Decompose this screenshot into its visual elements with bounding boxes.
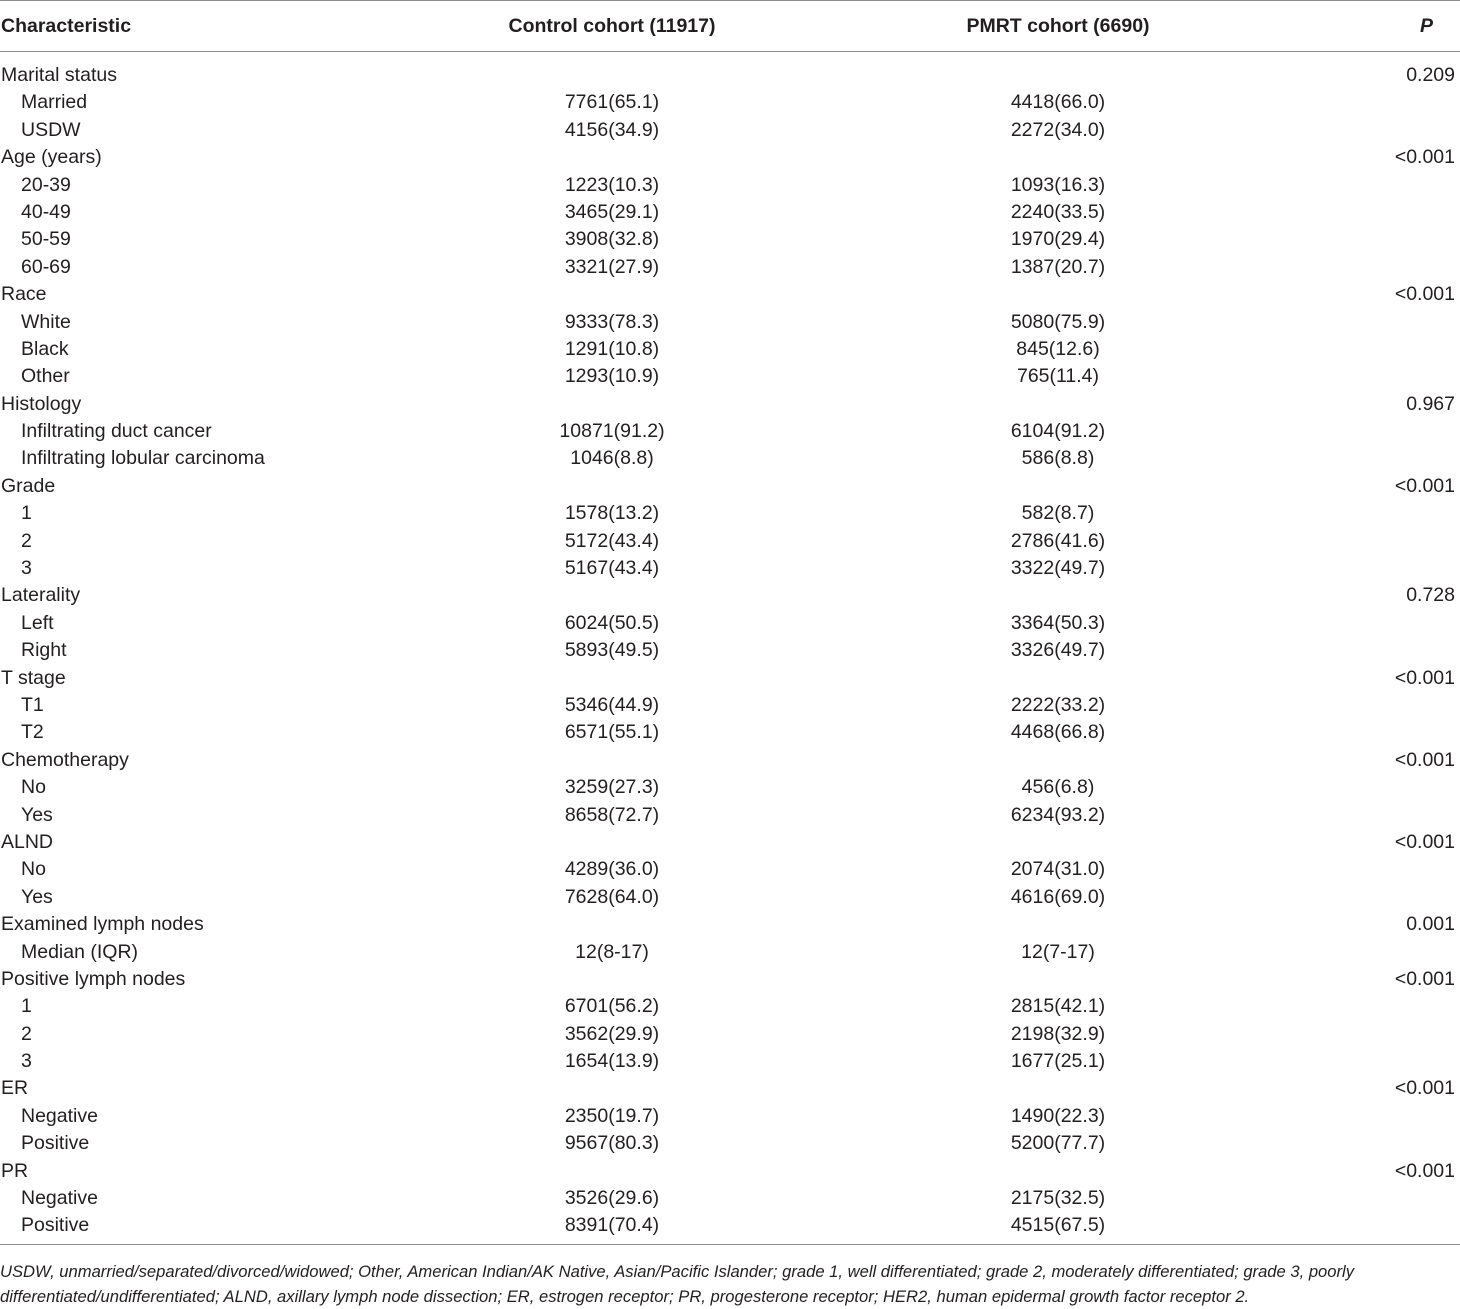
- cell-control-cohort: 8658(72.7): [564, 803, 660, 826]
- cell-pmrt-cohort: 1677(25.1): [1010, 1050, 1106, 1073]
- cell-control-cohort: 10871(91.2): [559, 420, 665, 443]
- cell-pmrt-cohort: 4616(69.0): [1010, 885, 1106, 908]
- table-row: [0, 1212, 1460, 1239]
- table-row: [0, 363, 1460, 390]
- cell-characteristic: Histology: [1, 392, 82, 415]
- cell-pmrt-cohort: 845(12.6): [1016, 337, 1100, 360]
- table-group-row: [0, 966, 1460, 993]
- cell-pmrt-cohort: 1490(22.3): [1010, 1104, 1106, 1127]
- table-group-row: [0, 281, 1460, 308]
- header-control-cohort: Control cohort (11917): [508, 15, 716, 37]
- table-row: [0, 309, 1460, 336]
- cell-pmrt-cohort: 765(11.4): [1016, 365, 1100, 388]
- cell-control-cohort: 5893(49.5): [564, 639, 660, 662]
- table-row: [0, 802, 1460, 829]
- table-row: [0, 500, 1460, 527]
- cell-characteristic: T2: [21, 721, 44, 744]
- cell-characteristic: Median (IQR): [21, 940, 139, 963]
- cell-characteristic: USDW: [21, 118, 81, 141]
- cell-p-value: 0.001: [1406, 913, 1455, 936]
- table-row: [0, 418, 1460, 445]
- cell-p-value: <0.001: [1394, 146, 1455, 169]
- cell-characteristic: 2: [21, 529, 32, 552]
- cell-pmrt-cohort: 2240(33.5): [1010, 200, 1106, 223]
- cell-characteristic: Grade: [1, 474, 56, 497]
- cell-characteristic: Positive lymph nodes: [1, 967, 186, 990]
- cell-characteristic: Examined lymph nodes: [1, 913, 204, 936]
- table-row: [0, 254, 1460, 281]
- cell-pmrt-cohort: 2272(34.0): [1010, 118, 1106, 141]
- cell-characteristic: 1: [21, 502, 32, 525]
- table-row: [0, 1103, 1460, 1130]
- cell-control-cohort: 1046(8.8): [570, 447, 654, 470]
- cell-p-value: 0.728: [1406, 584, 1455, 607]
- cell-control-cohort: 12(8-17): [575, 940, 649, 963]
- cell-characteristic: No: [21, 776, 46, 799]
- table-row: [0, 89, 1460, 116]
- cell-pmrt-cohort: 582(8.7): [1021, 502, 1095, 525]
- header-p-value: P: [1419, 15, 1433, 37]
- table-row: [0, 528, 1460, 555]
- cell-control-cohort: 3465(29.1): [564, 200, 660, 223]
- cell-control-cohort: 5346(44.9): [564, 693, 660, 716]
- cell-characteristic: 1: [21, 995, 32, 1018]
- cell-pmrt-cohort: 1970(29.4): [1010, 228, 1106, 251]
- table-group-row: [0, 144, 1460, 171]
- cell-characteristic: Yes: [21, 885, 53, 908]
- cell-characteristic: Laterality: [1, 584, 81, 607]
- header-characteristic: Characteristic: [1, 15, 132, 37]
- cell-characteristic: Yes: [21, 803, 53, 826]
- table-row: [0, 336, 1460, 363]
- table-row: [0, 1185, 1460, 1212]
- cell-control-cohort: 5167(43.4): [564, 557, 660, 580]
- table-row: [0, 993, 1460, 1020]
- cell-characteristic: 60-69: [21, 255, 71, 278]
- cell-control-cohort: 6701(56.2): [564, 995, 660, 1018]
- cell-control-cohort: 9567(80.3): [564, 1132, 660, 1155]
- table-group-row: [0, 391, 1460, 418]
- cell-pmrt-cohort: 1093(16.3): [1010, 173, 1106, 196]
- cell-characteristic: 3: [21, 557, 32, 580]
- table-row: [0, 1130, 1460, 1157]
- cell-characteristic: Other: [21, 365, 70, 388]
- table-footnote: USDW, unmarried/separated/divorced/widowed; Other, American Indian/AK Native, Asian/Pacific Islander; grade 1, well differentiated; grade 2, moderately differentiated; grade 3, poorly differentiated/undifferentiated; ALND, axillary lymph node dissection; ER, estrogen receptor; PR, progesterone receptor; HER2, human epidermal growth factor receptor 2.: [0, 1262, 1355, 1306]
- cell-control-cohort: 1293(10.9): [564, 365, 660, 388]
- cell-control-cohort: 4289(36.0): [564, 858, 660, 881]
- table-row: [0, 199, 1460, 226]
- cell-characteristic: Negative: [21, 1187, 98, 1210]
- cell-pmrt-cohort: 2786(41.6): [1010, 529, 1106, 552]
- cell-characteristic: PR: [1, 1159, 29, 1182]
- table-row: [0, 939, 1460, 966]
- cell-characteristic: 40-49: [21, 200, 71, 223]
- cell-characteristic: Right: [21, 639, 67, 662]
- cell-control-cohort: 1291(10.8): [564, 337, 660, 360]
- cell-characteristic: Married: [21, 91, 88, 114]
- cell-characteristic: T1: [21, 693, 44, 716]
- cell-characteristic: Marital status: [1, 64, 117, 86]
- cell-pmrt-cohort: 3322(49.7): [1010, 557, 1106, 580]
- cell-control-cohort: 3562(29.9): [564, 1022, 660, 1045]
- cell-p-value: <0.001: [1394, 474, 1455, 497]
- cell-pmrt-cohort: 3364(50.3): [1010, 611, 1106, 634]
- cell-pmrt-cohort: 6104(91.2): [1010, 420, 1106, 443]
- cell-control-cohort: 5172(43.4): [564, 529, 660, 552]
- cell-characteristic: ER: [1, 1077, 29, 1100]
- cell-p-value: <0.001: [1394, 1159, 1455, 1182]
- table-group-row: [0, 473, 1460, 500]
- table-group-row: [0, 911, 1460, 938]
- cell-characteristic: Infiltrating lobular carcinoma: [21, 447, 265, 470]
- cell-pmrt-cohort: 3326(49.7): [1010, 639, 1106, 662]
- table-group-row: [0, 747, 1460, 774]
- cell-control-cohort: 1578(13.2): [564, 502, 660, 525]
- cell-p-value: <0.001: [1394, 1077, 1455, 1100]
- cell-p-value: <0.001: [1394, 967, 1455, 990]
- table-group-row: [0, 1075, 1460, 1102]
- cell-pmrt-cohort: 4515(67.5): [1010, 1214, 1106, 1237]
- table-row: [0, 445, 1460, 472]
- cell-control-cohort: 6024(50.5): [564, 611, 660, 634]
- cell-pmrt-cohort: 6234(93.2): [1010, 803, 1106, 826]
- cell-control-cohort: 9333(78.3): [564, 310, 660, 333]
- cell-characteristic: Age (years): [1, 146, 102, 169]
- cell-control-cohort: 1654(13.9): [564, 1050, 660, 1073]
- table-row: [0, 172, 1460, 199]
- table-group-row: [0, 665, 1460, 692]
- table-row: [0, 692, 1460, 719]
- cell-pmrt-cohort: 2815(42.1): [1010, 995, 1106, 1018]
- table-row: [0, 774, 1460, 801]
- cell-control-cohort: 3526(29.6): [564, 1187, 660, 1210]
- cell-characteristic: Chemotherapy: [1, 748, 129, 771]
- table-group-row: [0, 1158, 1460, 1185]
- cell-characteristic: 3: [21, 1050, 32, 1073]
- cell-characteristic: 2: [21, 1022, 32, 1045]
- cell-control-cohort: 1223(10.3): [564, 173, 660, 196]
- cell-characteristic: Positive: [21, 1132, 90, 1155]
- cell-pmrt-cohort: 4468(66.8): [1010, 721, 1106, 744]
- cell-p-value: <0.001: [1394, 748, 1455, 771]
- cell-characteristic: Black: [21, 337, 69, 360]
- cell-control-cohort: 4156(34.9): [564, 118, 660, 141]
- table-row: [0, 1021, 1460, 1048]
- table-header-rule: [0, 51, 1460, 52]
- cell-pmrt-cohort: 2074(31.0): [1010, 858, 1106, 881]
- table-row: [0, 1048, 1460, 1075]
- cell-p-value: <0.001: [1394, 830, 1455, 853]
- cell-pmrt-cohort: 1387(20.7): [1010, 255, 1106, 278]
- cell-control-cohort: 3259(27.3): [564, 776, 660, 799]
- cell-characteristic: Race: [1, 283, 47, 306]
- cell-characteristic: Left: [21, 611, 54, 634]
- header-pmrt-cohort: PMRT cohort (6690): [966, 15, 1150, 37]
- cell-control-cohort: 6571(55.1): [564, 721, 660, 744]
- cell-characteristic: Negative: [21, 1104, 98, 1127]
- cell-pmrt-cohort: 12(7-17): [1021, 940, 1095, 963]
- cell-pmrt-cohort: 2175(32.5): [1010, 1187, 1106, 1210]
- cell-control-cohort: 8391(70.4): [564, 1214, 660, 1237]
- table-row: [0, 610, 1460, 637]
- cell-control-cohort: 3321(27.9): [564, 255, 660, 278]
- cell-characteristic: Positive: [21, 1214, 90, 1237]
- cell-control-cohort: 3908(32.8): [564, 228, 660, 251]
- table-group-row: [0, 829, 1460, 856]
- table-row: [0, 637, 1460, 664]
- cell-characteristic: White: [21, 310, 71, 333]
- cell-characteristic: ALND: [1, 830, 54, 853]
- table-header-row: [0, 0, 1460, 51]
- table-row: [0, 555, 1460, 582]
- cell-control-cohort: 7761(65.1): [564, 91, 660, 114]
- cell-p-value: <0.001: [1394, 283, 1455, 306]
- table-group-row: [0, 62, 1460, 89]
- cell-pmrt-cohort: 586(8.8): [1021, 447, 1095, 470]
- cell-characteristic: No: [21, 858, 46, 881]
- cell-pmrt-cohort: 4418(66.0): [1010, 91, 1106, 114]
- table-row: [0, 856, 1460, 883]
- cell-p-value: <0.001: [1394, 666, 1455, 689]
- cell-pmrt-cohort: 456(6.8): [1021, 776, 1095, 799]
- cell-p-value: 0.967: [1406, 392, 1455, 415]
- cell-pmrt-cohort: 5080(75.9): [1010, 310, 1106, 333]
- cell-pmrt-cohort: 2222(33.2): [1010, 693, 1106, 716]
- cell-characteristic: 50-59: [21, 228, 71, 251]
- table-row: [0, 719, 1460, 746]
- table-row: [0, 226, 1460, 253]
- cell-control-cohort: 7628(64.0): [564, 885, 660, 908]
- table-row: [0, 884, 1460, 911]
- table-body: [0, 62, 1460, 1240]
- cell-characteristic: 20-39: [21, 173, 71, 196]
- cell-pmrt-cohort: 5200(77.7): [1010, 1132, 1106, 1155]
- table-group-row: [0, 582, 1460, 609]
- cell-characteristic: T stage: [1, 666, 66, 689]
- cell-control-cohort: 2350(19.7): [564, 1104, 660, 1127]
- cell-pmrt-cohort: 2198(32.9): [1010, 1022, 1106, 1045]
- table-bottom-rule: [0, 1244, 1460, 1245]
- cell-characteristic: Infiltrating duct cancer: [21, 420, 212, 443]
- table-row: [0, 117, 1460, 144]
- cell-p-value: 0.209: [1406, 64, 1455, 86]
